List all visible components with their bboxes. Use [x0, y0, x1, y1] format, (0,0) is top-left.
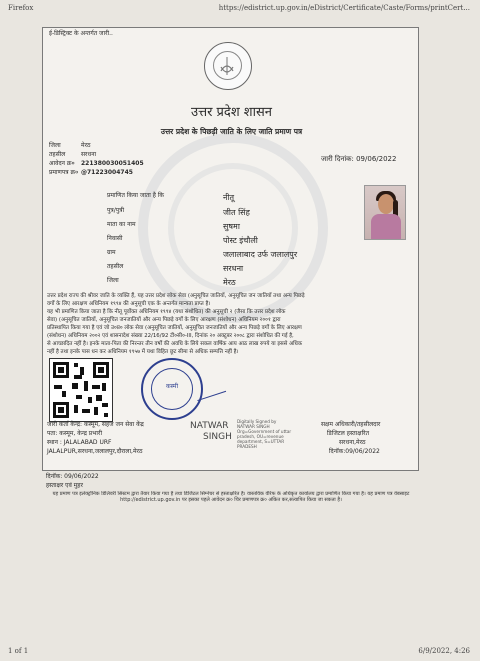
meta-value-tehsil: सरधना [81, 151, 97, 158]
certificate-title: उत्तर प्रदेश शासन [190, 105, 273, 120]
issuer-date-below: दिनॉक: 09/06/2022 [46, 473, 99, 480]
stamp-text: कस्मी [165, 383, 179, 390]
meta-value-district: मेरठ [81, 142, 91, 149]
digital-sign-info-2: NATWAR SINGH [237, 424, 270, 429]
authority-date: दिनॉक:09/06/2022 [329, 448, 380, 455]
detail-value-father: जीत सिंह [223, 208, 250, 217]
verification-qr-code [49, 358, 113, 422]
top-note: ई-डिस्ट्रिक्ट के अन्तर्गत जारी.. [49, 30, 113, 37]
verification-footnote: यह प्रमाण पत्र इलेक्ट्रॉनिक डिलिवरी सिस्टम द्वारा तैयार किया गया है तथा डिजिटल सिग्नेचर से हस्ताक्षरित है। वास्तविक वेरिफ के अधिकृत कार्यालय द्वारा प्रमाणित किया गया है। यह प्रमाण पत्र वेबसाइट http://edistrict.up.gov.in पर इसका पहले आवेदन क्र० चिर प्रमाणपत्र क्र० अंकित कर,सत्यापित किया जा सकता है। [52, 491, 410, 503]
detail-value-post: पोस्ट इंचौली [223, 236, 258, 245]
detail-value-district: मेरठ [223, 278, 236, 287]
issuer-sign-seal: हस्ताक्षर एवं मुहर [46, 482, 83, 489]
applicant-photo [364, 185, 406, 240]
meta-label-application-no: आवेदन क्र० [49, 160, 75, 167]
issuer-place: स्थान : JALALABAD URF [47, 439, 112, 446]
detail-value-tehsil: सरधना [223, 264, 244, 273]
body-line-8: नहीं है तथा इनके पास धन कर अधिनियम १९५७ में यथा विहित छूट सीमा से अधिक सम्पत्ति नहीं है। [47, 349, 239, 355]
print-datetime: 6/9/2022, 4:26 [418, 647, 470, 655]
detail-label-resident: निवासी [107, 235, 123, 242]
page-indicator: 1 of 1 [8, 647, 29, 655]
authority-digital: डिजिटल हस्ताक्षरित [327, 430, 369, 437]
body-line-5: प्रतिस्थापित किया गया है एवं जो उ०प्र० लोक सेवा (अनुसूचित जातियों, अनुसूचित जनजातियों और अन्य पिछड़े वर्गों के लिए आरक्षण [47, 325, 302, 331]
detail-label-district: जिला [107, 277, 119, 284]
body-line-2: वर्गों के लिए आरक्षण अधिनियम १९९४ की अनुसूची एक के अन्तर्गत मान्यता प्राप्त है। [47, 301, 211, 307]
issuer-center: जारी कर्ता केन्द्र: कस्मूम, सहज जन सेवा केंद्र [47, 421, 144, 428]
meta-label-tehsil: तहसील [49, 151, 66, 158]
body-line-7: से आच्छादित नहीं है। इनके माता-पिता की निरन्तर तीन वर्षों की अवधि के लिये सकल वार्षिक आय आठ लाख रुपये या इससे अधिक [47, 341, 303, 347]
detail-value-mother: सुषमा [223, 222, 240, 231]
digital-sign-info-6: PRADESH [237, 444, 257, 449]
digital-sign-info-3: Org=Government of uttar [237, 429, 292, 434]
issuer-place-line2: JALALPUR,सरधना,जलालपुर,दौराला,मेरठ [47, 448, 143, 455]
caste-certificate [42, 27, 419, 471]
detail-label-tehsil: तहसील [107, 263, 124, 270]
meta-label-district: जिला [49, 142, 61, 149]
body-line-1: उत्तर प्रदेश राज्य की श्रीवर जाति के व्यक्ति हैं, यह उत्तर प्रदेश लोक सेवा (अनुसूचित जातियों, अनुसूचित जन जातियों तथा अन्य पिछड़े [47, 293, 305, 299]
detail-label-certified: प्रमाणित किया जाता है कि [107, 192, 165, 199]
detail-value-name: नीतू [223, 193, 235, 202]
body-line-3: यह भी प्रमाणित किया जाता है कि नीतू पूर्वोक्त अधिनियम १९९४ (यथा संशोधित) की अनुसूची २ (जैसा कि उत्तर प्रदेश लोक [47, 309, 286, 315]
authority-place: सरधना,मेरठ [339, 439, 366, 446]
issue-date: जारी दिनांक: 09/06/2022 [321, 155, 397, 163]
certificate-subtitle: उत्तर प्रदेश के पिछड़ी जाति के लिए जाति प्रमाण पत्र [160, 127, 303, 136]
authority-title: सक्षम अधिकारी/तहसीलदार [321, 421, 381, 428]
body-line-4: सेवा) (अनुसूचित जातियों, अनुसूचित जनजातियों और अन्य पिछड़े वर्गों के लिए आरक्षण (संशोधन) अधिनियम २००१ द्वारा [47, 317, 281, 323]
meta-label-certificate-no: प्रमाणपत्र क्र० [49, 169, 79, 176]
page-url: https://edistrict.up.gov.in/eDistrict/Certificate/Caste/Forms/printCert... [218, 4, 470, 12]
browser-app-name: Firefox [8, 4, 34, 12]
detail-label-mother: माता का नाम [107, 221, 136, 228]
digital-sign-info-5: department, S=UTTAR [237, 439, 285, 444]
digital-sign-name-1: NATWAR [190, 421, 229, 431]
meta-value-application-no: 221380030051405 [81, 160, 144, 167]
digital-sign-name-2: SINGH [203, 432, 232, 442]
body-line-6: (संशोधन) अधिनियम २००२ एवं शासनादेश संख्या 22/16/92 टी०सी०-III, दिनांक २० अक्टूबर २००८ द्वारा संशोधित की गई है, [47, 333, 294, 339]
digital-sign-info-4: pradesh, OU=revenue [237, 434, 284, 439]
detail-label-parent: पुत्र/पुत्री [107, 207, 125, 214]
digital-sign-info-1: Digitally Signed by [237, 419, 277, 424]
issuer-address: पता: कस्मूम, केन्द्र प्रभारी [47, 430, 102, 437]
meta-value-certificate-no: @71223004745 [81, 169, 133, 176]
detail-label-village: ग्राम [107, 249, 116, 256]
emblem-fish-icon [205, 43, 250, 88]
up-government-emblem [204, 42, 252, 90]
detail-value-village: जलालाबाद उर्फ जलालपुर [223, 250, 298, 259]
